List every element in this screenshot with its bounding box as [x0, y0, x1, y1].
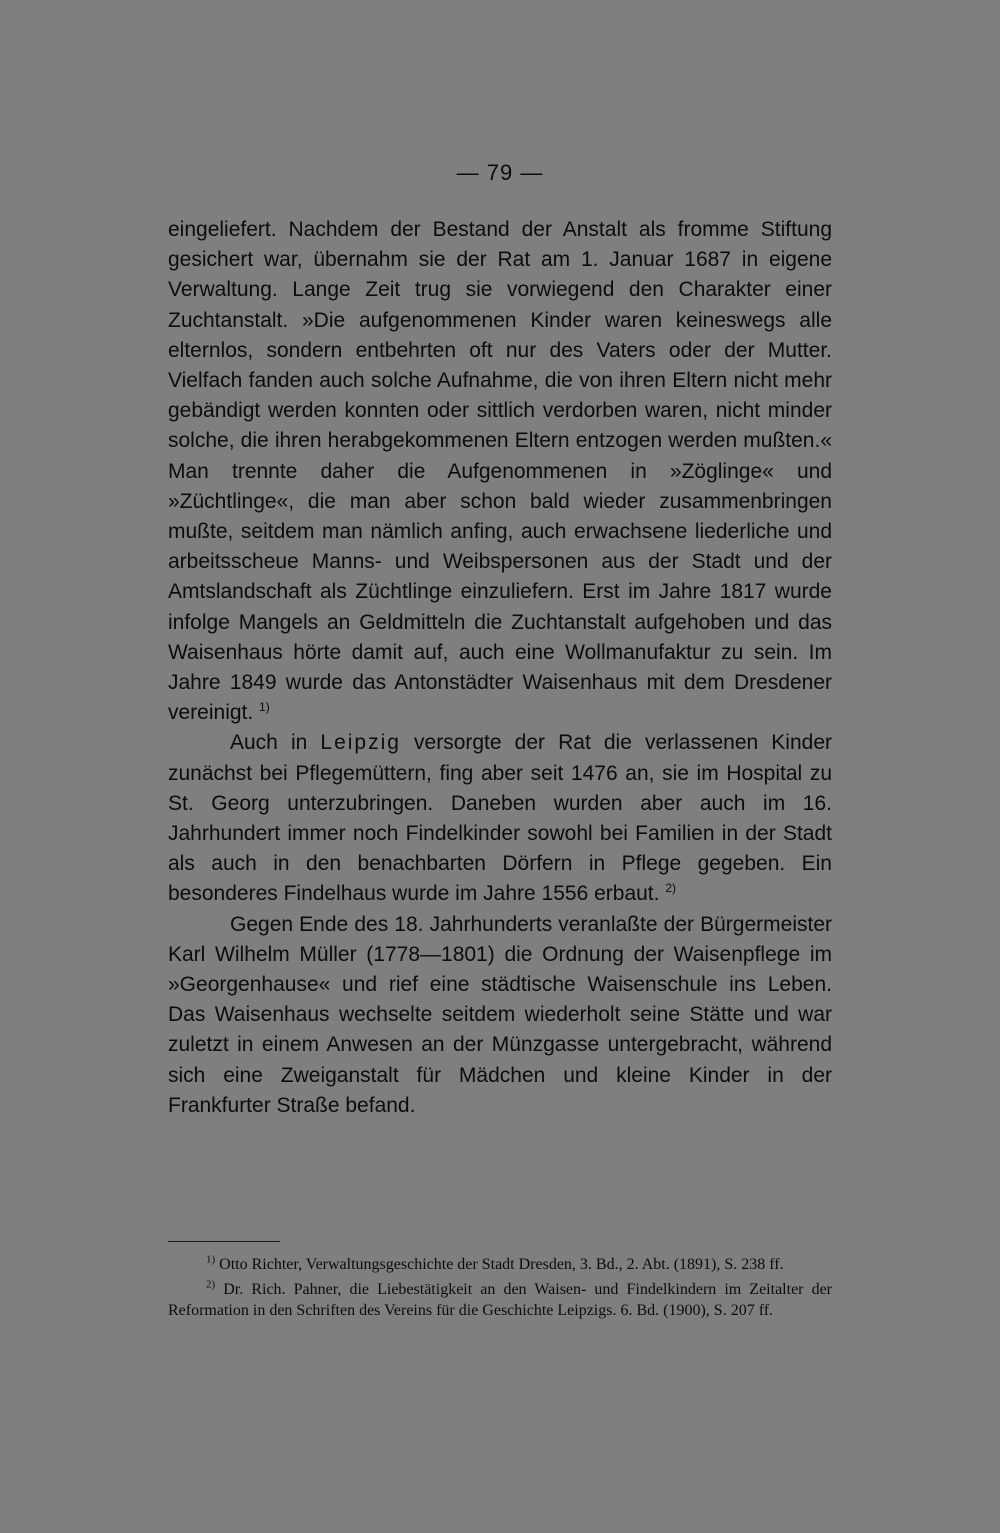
footnote-reference: 2) [665, 881, 676, 896]
footnote-reference: 1) [259, 700, 270, 715]
paragraph-text: Auch in [230, 731, 321, 755]
footnote [168, 1279, 832, 1321]
main-text [168, 215, 832, 1121]
paragraph-text: versorgte der Rat die verlassenen Kinder zunächst bei Pflegemüttern, fing aber seit 1476 an, sie im Hospital zu St. Georg unterzubringen. Daneben wurden aber auch im 16. Jahrhundert immer noch Findelkinder sowohl bei Familien in der Stadt als auch in den benachbarten Dörfern in Pflege gegeben. Ein besonderes Findelhaus wurde im Jahre 1556 erbaut. [168, 731, 832, 906]
footnote-separator [168, 1241, 280, 1242]
page-number: — 79 — [456, 160, 544, 185]
paragraph [168, 728, 832, 909]
paragraph [168, 910, 832, 1121]
footnote-text: Dr. Rich. Pahner, die Liebestätigkeit an den Waisen- und Findelkindern im Zeitalter der Reformation in den Schriften des Vereins für die Geschichte Leipzigs. 6. Bd. (1900), S. 207 ff. [168, 1281, 833, 1319]
paragraph-text: eingeliefert. Nachdem der Bestand der Anstalt als fromme Stiftung gesichert war, übernahm sie der Rat am 1. Januar 1687 in eigene Verwaltung. Lange Zeit trug sie vorwiegend den Charakter einer Zuchtanstalt. »Die aufgenommenen Kinder waren keineswegs alle elternlos, sondern entbehrten oft nur des Vaters oder der Mutter. Vielfach fanden auch solche Aufnahme, die von ihren Eltern nicht mehr gebändigt werden konnten oder sittlich verdorben waren, nicht minder solche, die ihren herabgekommenen Eltern entzogen werden mußten.« Man trennte daher die Aufgenommenen in »Zöglinge« und »Züchtlinge«, die man aber schon bald wieder zusammenbringen mußte, seitdem man nämlich anfing, auch erwachsene liederliche und arbeitsscheue Manns- und Weibspersonen aus der Stadt und der Amtslandschaft als Züchtlinge einzuliefern. Erst im Jahre 1817 wurde infolge Mangels an Geldmitteln die Zuchtanstalt aufgehoben und das Waisenhaus hörte damit auf, auch eine Wollmanufaktur zu sein. Im Jahre 1849 wurde das Antonstädter Waisenhaus mit dem Dresdener vereinigt. [168, 218, 832, 725]
emphasized-place-name: Leipzig [320, 731, 401, 755]
paragraph-text: Gegen Ende des 18. Jahrhunderts veranlaßte der Bürgermeister Karl Wilhelm Müller (1778—1801) die Ordnung der Waisenpflege im »Georgenhause« und rief eine städtische Waisenschule ins Leben. Das Waisenhaus wechselte seitdem wiederholt seine Stätte und war zuletzt in einem Anwesen an der Münzgasse untergebracht, während sich eine Zweiganstalt für Mädchen und kleine Kinder in der Frankfurter Straße befand. [168, 912, 832, 1117]
footnote-mark: 1) [206, 1253, 216, 1266]
footnote-text: Otto Richter, Verwaltungsgeschichte der Stadt Dresden, 3. Bd., 2. Abt. (1891), S. 238 ff. [219, 1256, 784, 1273]
footnote [168, 1254, 832, 1275]
paragraph [168, 215, 832, 728]
footnote-mark: 2) [206, 1278, 216, 1291]
footnotes [168, 1254, 832, 1325]
